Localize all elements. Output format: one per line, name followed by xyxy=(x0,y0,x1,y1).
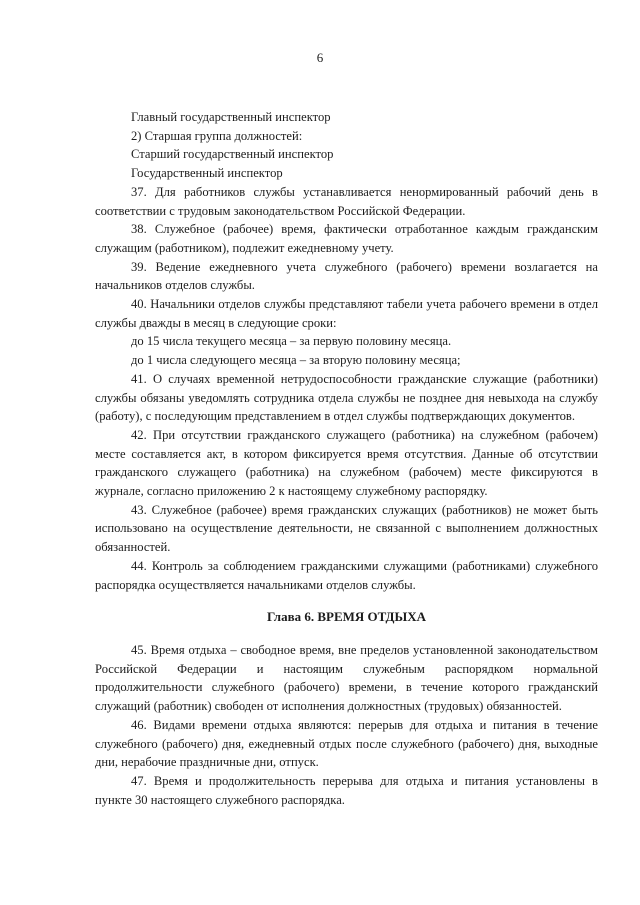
document-body xyxy=(95,108,598,809)
paragraph-43: 43. Служебное (рабочее) время гражданских служащих (работников) не может быть использовано на осуществление деятельности, не связанной с выполнением должностных обязанностей. xyxy=(95,502,598,555)
deadline-item-1: до 15 числа текущего месяца – за первую половину месяца. xyxy=(131,334,452,349)
paragraph-42: 42. При отсутствии гражданского служащего (работника) на служебном (рабочем) месте составляется акт, в котором фиксируется время отсутствия. Данные об отсутствии гражданского служащего (работника) на служебном (рабочем) месте фиксируются в журнале, согласно приложению 2 к настоящему служебному распорядку. xyxy=(95,427,598,499)
paragraph-38: 38. Служебное (рабочее) время, фактически отработанное каждым гражданским служащим (работником), подлежит ежедневному учету. xyxy=(95,222,598,255)
paragraph-41: 41. О случаях временной нетрудоспособности гражданские служащие (работники) службы обязаны уведомлять сотрудника отдела службы не позднее дня невыхода на службу (работу), с последующим представлением в отдел службы подтверждающих документов. xyxy=(95,371,598,424)
chapter-heading: Глава 6. ВРЕМЯ ОТДЫХА xyxy=(266,609,426,625)
paragraph-40: 40. Начальники отделов службы представляют табели учета рабочего времени в отдел службы дважды в месяц в следующие сроки: xyxy=(95,297,598,330)
paragraph-46: 46. Видами времени отдыха являются: перерыв для отдыха и питания в течение служебного (рабочего) дня, ежедневный отдых после служебного (рабочего) дня, выходные дни, нерабочие праздничные дни, отпуск. xyxy=(95,717,598,770)
paragraph-47: 47. Время и продолжительность перерыва для отдыха и питания установлены в пункте 30 настоящего служебного распорядка. xyxy=(95,773,598,807)
paragraph-44: 44. Контроль за соблюдением гражданскими служащими (работниками) служебного распорядка осуществляется начальниками отделов службы. xyxy=(95,558,598,592)
deadline-item-2: до 1 числа следующего месяца – за вторую половину месяца; xyxy=(131,353,461,368)
paragraph-39: 39. Ведение ежедневного учета служебного (рабочего) времени возлагается на начальников отделов службы. xyxy=(95,259,598,293)
paragraph-45: 45. Время отдыха – свободное время, вне пределов установленной законодательством Российской Федерации и настоящим служебным распорядком нормальной продолжительности служебного (рабочего) времени, в течение которого гражданский служащий (работник) свободен от исполнения должностных (трудовых) обязанностей. xyxy=(95,642,598,714)
paragraph-37: 37. Для работников службы устанавливается ненормированный рабочий день в соответствии с трудовым законодательством Российской Федерации. xyxy=(95,184,598,218)
page-number: 6 xyxy=(316,50,324,65)
position-line: Старший государственный инспектор xyxy=(131,147,334,162)
position-line: Главный государственный инспектор xyxy=(131,110,331,124)
position-group-line: 2) Старшая группа должностей: xyxy=(131,128,303,143)
position-line: Государственный инспектор xyxy=(131,166,283,181)
